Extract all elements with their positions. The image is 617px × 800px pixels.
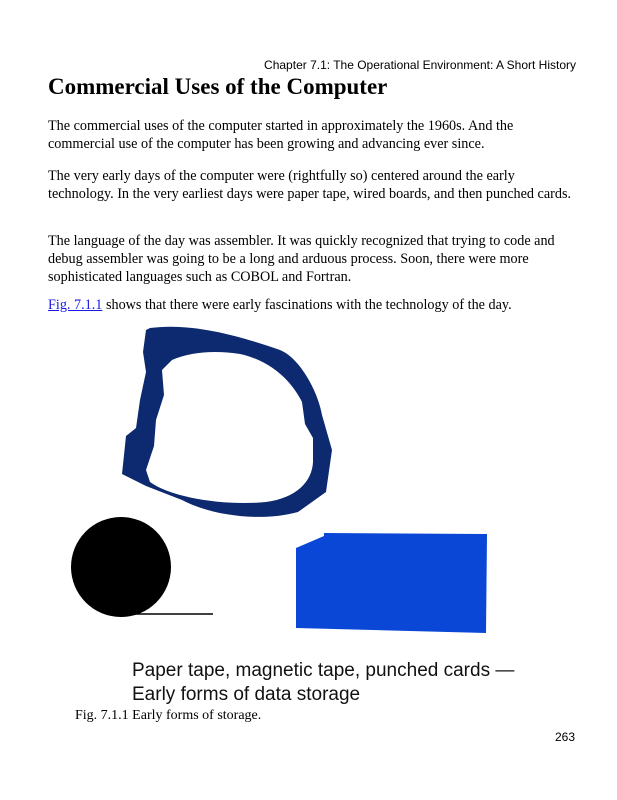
figure-text-line-1: Paper tape, magnetic tape, punched cards — [132,660,515,681]
figure-text-line-2: Early forms of data storage [132,684,361,705]
paragraph-figure-reference [48,296,578,314]
figure-link[interactable]: Fig. 7.1.1 [48,297,103,313]
punched-card [296,533,487,633]
figure-caption: Fig. 7.1.1 Early forms of storage. [75,708,262,723]
section-title: Commercial Uses of the Computer [48,74,388,99]
magnetic-tape-reel [71,517,171,617]
paragraph-early-days: The very early days of the computer were (rightfully so) centered around the early technology. In the very earliest days were paper tape, wired boards, and then punched cards. [48,168,572,202]
paragraph-languages: The language of the day was assembler. It was quickly recognized that trying to code and debug assembler was going to be a long and arduous process. Soon, there were more sophisticated languages such as COBOL and Fortran. [48,233,555,285]
figure-reference-text: shows that there were early fascinations with the technology of the day. [102,297,512,313]
paper-tape-loop [122,327,332,517]
running-header: Chapter 7.1: The Operational Environment: A Short History [264,58,576,72]
page-number: 263 [554,730,575,744]
paragraph-commercial-uses: The commercial uses of the computer started in approximately the 1960s. And the commercial use of the computer has been growing and advancing ever since. [48,118,514,152]
